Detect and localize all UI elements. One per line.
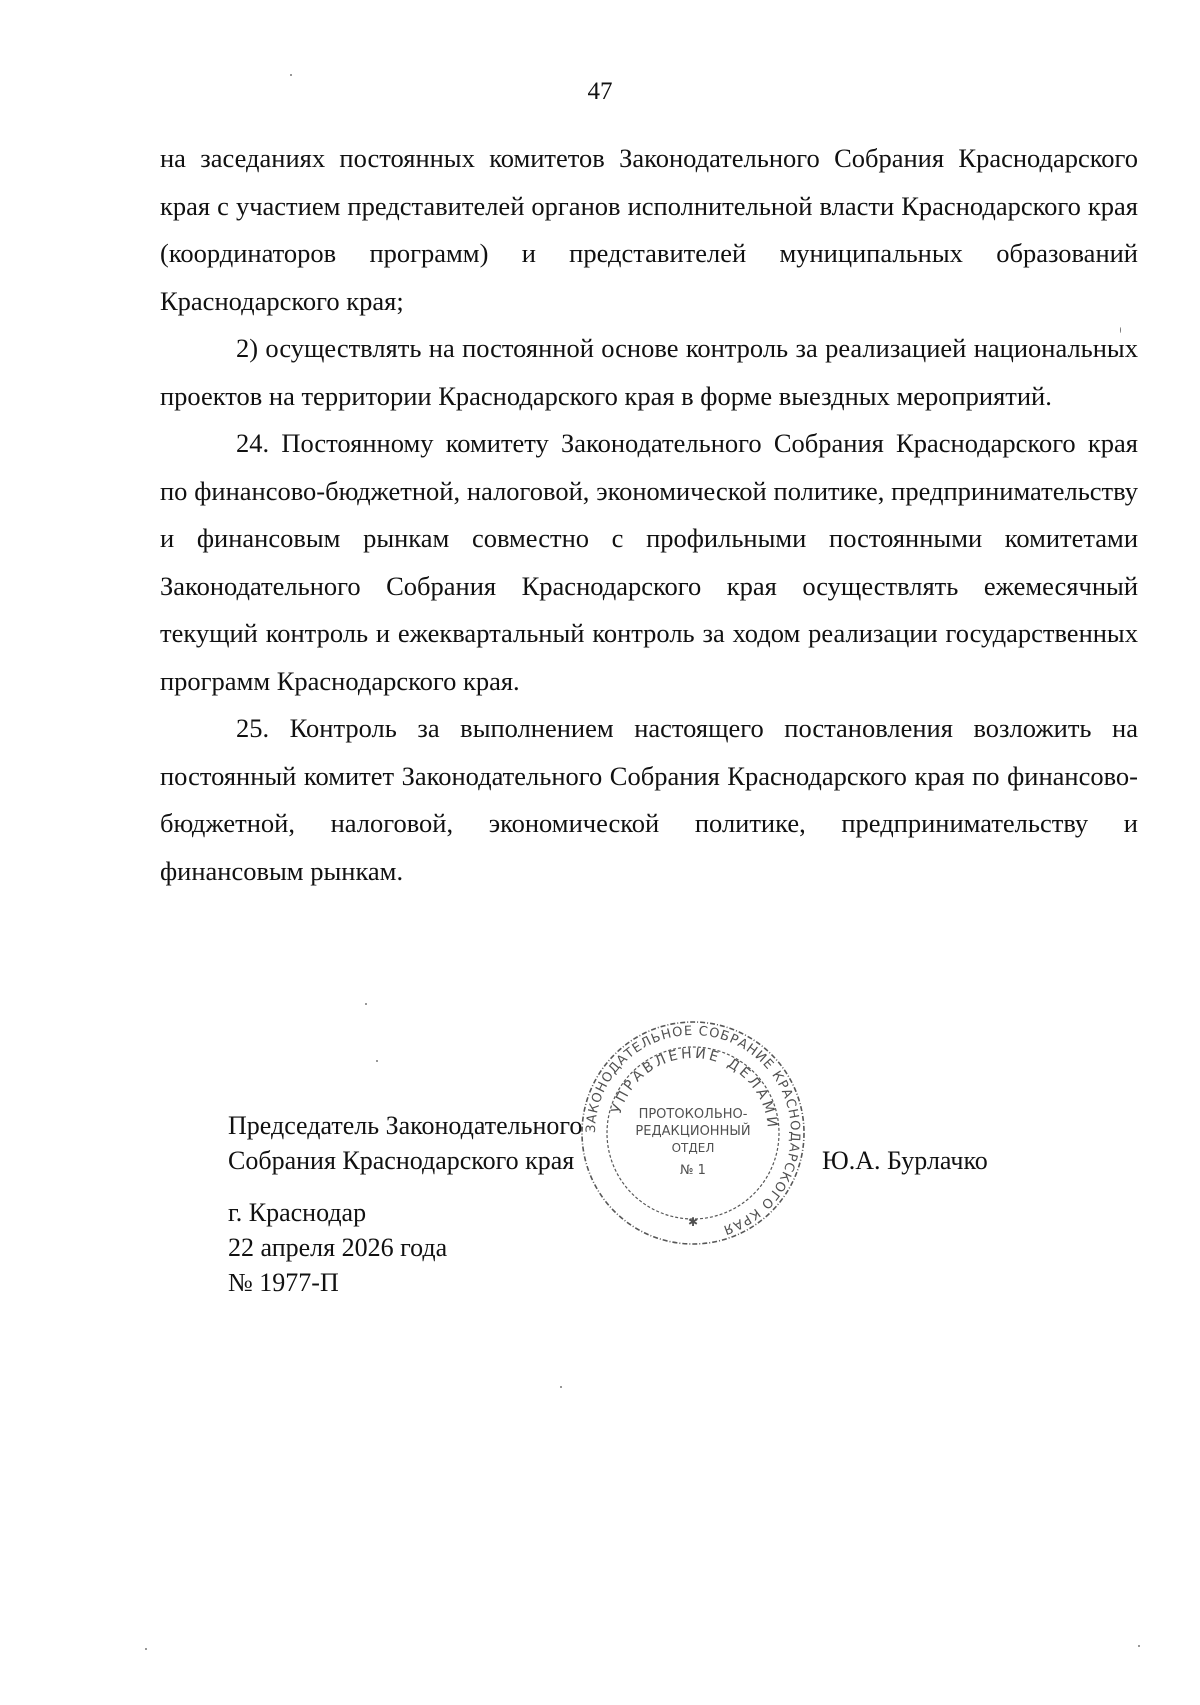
official-stamp-seal [578, 1018, 808, 1248]
scan-speck [1120, 327, 1121, 333]
signatory-title-line-2: Собрания Краснодарского края [228, 1146, 575, 1175]
scan-speck [1138, 1645, 1140, 1647]
stamp-center-line-3: ОТДЕЛ [671, 1141, 715, 1155]
scan-speck [365, 1003, 367, 1005]
paragraph-item-24: 24. Постоянному комитету Законодательного Собрания Краснодарского края по финансово-бюджетной, налоговой, экономической политике, предпринимательству и финансовым рынкам совместно с профильными постоянными комитетами Законодательного Собрания Краснодарского края осуществлять ежемесячный текущий контроль и ежеквартальный контроль за ходом реализации государственных программ Краснодарского края. [160, 428, 1138, 696]
stamp-outer-text: ЗАКОНОДАТЕЛЬНОЕ СОБРАНИЕ КРАСНОДАРСКОГО КРАЯ [583, 1023, 803, 1238]
stamp-center-line-4: № 1 [680, 1163, 706, 1178]
document-place-date [228, 1195, 447, 1300]
stamp-center-line-2: РЕДАКЦИОННЫЙ [635, 1124, 751, 1139]
document-body [160, 135, 1138, 895]
stamp-inner-arc-text: УПРАВЛЕНИЕ ДЕЛАМИ [608, 1045, 781, 1132]
page-number: 47 [587, 78, 613, 105]
paragraph-continuation: на заседаниях постоянных комитетов Законодательного Собрания Краснодарского края с участием представителей органов исполнительной власти Краснодарского края (координаторов программ) и представителей муниципальных образований Краснодарского края; [160, 143, 1138, 316]
signatory-title [228, 1108, 582, 1178]
signatory-title-line-1: Председатель Законодательного [228, 1111, 583, 1140]
document-date: 22 апреля 2026 года [228, 1233, 448, 1262]
document-city: г. Краснодар [228, 1198, 367, 1227]
scan-speck [560, 1386, 562, 1388]
scan-speck [290, 74, 292, 76]
stamp-center-line-1: ПРОТОКОЛЬНО- [638, 1107, 748, 1122]
stamp-star-icon: ✱ [687, 1215, 699, 1229]
scan-speck [145, 1648, 147, 1650]
paragraph-item-2: 2) осуществлять на постоянной основе контроль за реализацией национальных проектов на территории Краснодарского края в форме выездных мероприятий. [160, 333, 1138, 411]
scan-speck [376, 1060, 378, 1062]
paragraph-item-25: 25. Контроль за выполнением настоящего постановления возложить на постоянный комитет Законодательного Собрания Краснодарского края по финансово-бюджетной, налоговой, экономической политике, предпринимательству и финансовым рынкам. [160, 713, 1138, 886]
signatory-name: Ю.А. Бурлачко [822, 1146, 988, 1175]
document-number: № 1977-П [228, 1268, 339, 1297]
